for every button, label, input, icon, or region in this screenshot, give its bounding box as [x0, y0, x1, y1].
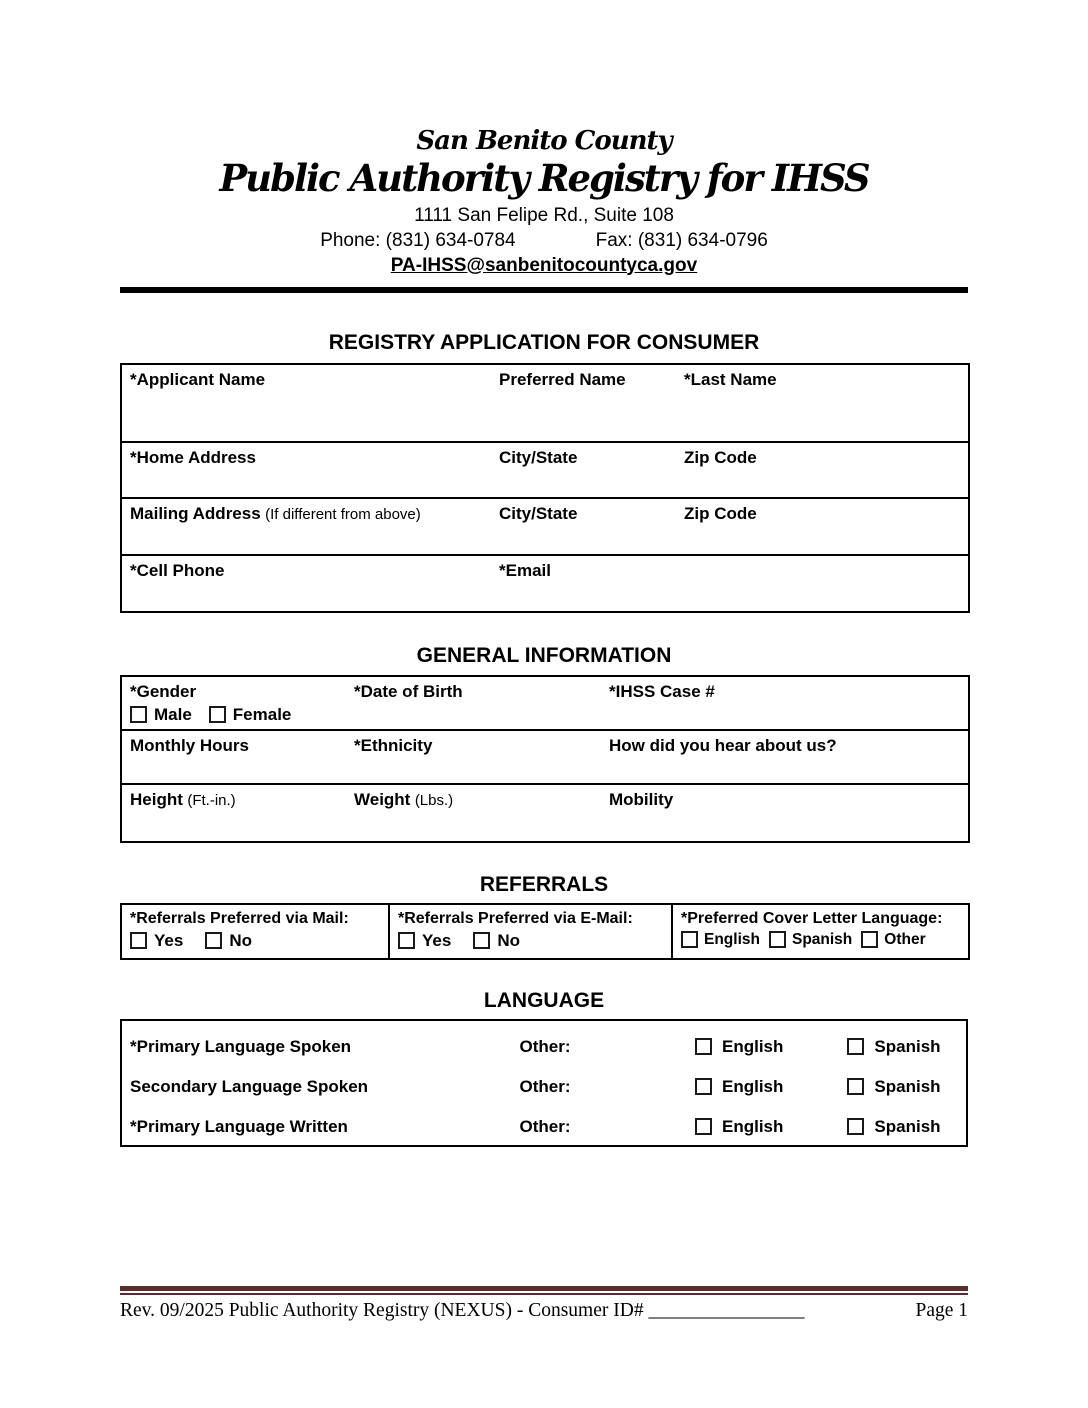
preferred-name-field[interactable] — [491, 364, 676, 442]
home-zip-label: Zip Code — [684, 447, 757, 467]
referrals-mail-options — [130, 931, 380, 951]
primary-written-label: *Primary Language Written — [130, 1116, 348, 1136]
checkbox-email-no[interactable] — [473, 932, 490, 949]
cover-spanish-label: Spanish — [791, 930, 853, 948]
footer-revision-text — [120, 1300, 804, 1322]
cover-letter-language-field[interactable] — [672, 904, 969, 959]
secondary-spoken-row[interactable] — [122, 1067, 966, 1107]
page-number: Page 1 — [915, 1300, 968, 1321]
mailing-zip-label: Zip Code — [684, 503, 757, 523]
cover-letter-option-english — [681, 931, 760, 949]
secondary-spoken-options — [695, 1077, 958, 1097]
mobility-label: Mobility — [609, 789, 674, 809]
email-option-yes — [398, 931, 451, 951]
home-city-state-label: City/State — [499, 447, 578, 467]
registry-table — [120, 363, 970, 613]
height-label: Height — [130, 789, 183, 809]
referrals-email-label: *Referrals Preferred via E-Mail: — [398, 909, 633, 927]
consumer-id-blank[interactable]: ________________ — [648, 1300, 805, 1321]
page-content — [120, 0, 968, 1147]
primary-written-options — [695, 1117, 958, 1137]
referrals-mail-field[interactable] — [121, 904, 389, 959]
email-no-label: No — [497, 930, 520, 950]
cell-phone-label: *Cell Phone — [130, 560, 225, 580]
cover-other-label: Other — [884, 930, 926, 948]
header-rule — [120, 287, 968, 293]
table-row — [121, 442, 969, 498]
gender-option-male — [130, 705, 192, 725]
primary-spoken-row[interactable] — [122, 1027, 966, 1067]
last-name-field[interactable] — [676, 364, 969, 442]
hear-about-label: How did you hear about us? — [609, 735, 837, 755]
hear-about-field[interactable] — [601, 730, 969, 784]
org-title: Public Authority Registry for IHSS — [219, 156, 869, 200]
monthly-hours-label: Monthly Hours — [130, 735, 249, 755]
primary-spoken-options — [695, 1037, 958, 1057]
email-row — [120, 255, 968, 277]
preferred-name-label: Preferred Name — [499, 369, 626, 389]
ethnicity-label: *Ethnicity — [354, 735, 433, 755]
home-address-field[interactable] — [121, 442, 491, 498]
revision-label: Rev. 09/2025 Public Authority Registry (NEXUS) - Consumer ID# — [120, 1300, 644, 1321]
table-row — [121, 364, 969, 442]
table-row — [121, 904, 969, 959]
referrals-email-options — [398, 931, 663, 951]
height-note: (Ft.-in.) — [187, 791, 236, 809]
referrals-section-heading: REFERRALS — [479, 872, 609, 896]
applicant-name-label: *Applicant Name — [130, 369, 266, 389]
primary-spoken-option-english — [695, 1037, 783, 1057]
footer-rule-thin — [120, 1293, 968, 1295]
email-option-no — [473, 931, 520, 951]
checkbox-secondary-spoken-spanish[interactable] — [847, 1078, 864, 1095]
primary-written-row[interactable] — [122, 1107, 966, 1147]
referrals-mail-label: *Referrals Preferred via Mail: — [130, 909, 349, 927]
gender-option-female — [209, 705, 292, 725]
cover-letter-option-spanish — [769, 931, 852, 949]
checkbox-email-yes[interactable] — [398, 932, 415, 949]
cover-letter-language-label: *Preferred Cover Letter Language: — [681, 909, 943, 927]
cover-english-label: English — [704, 930, 760, 948]
checkbox-male[interactable] — [130, 706, 147, 723]
monthly-hours-field[interactable] — [121, 730, 346, 784]
applicant-name-field[interactable] — [121, 364, 491, 442]
checkbox-primary-spoken-english[interactable] — [695, 1038, 712, 1055]
date-of-birth-label: *Date of Birth — [354, 681, 463, 701]
last-name-label: *Last Name — [684, 369, 777, 389]
phone-number: Phone: (831) 634-0784 — [320, 229, 516, 251]
weight-field[interactable] — [346, 784, 601, 842]
secondary-spoken-option-spanish — [847, 1077, 940, 1097]
checkbox-female[interactable] — [209, 706, 226, 723]
secondary-spoken-label: Secondary Language Spoken — [130, 1076, 369, 1096]
email-link[interactable]: PA-IHSS@sanbenitocountyca.gov — [390, 254, 698, 276]
mobility-field[interactable] — [601, 784, 969, 842]
primary-written-option-spanish — [847, 1117, 940, 1137]
fax-number: Fax: (831) 634-0796 — [595, 229, 768, 251]
primary-spoken-english-label: English — [722, 1036, 784, 1056]
checkbox-primary-written-english[interactable] — [695, 1118, 712, 1135]
county-name: San Benito County — [416, 126, 672, 156]
referrals-email-field[interactable] — [389, 904, 672, 959]
height-field[interactable] — [121, 784, 346, 842]
checkbox-cover-english[interactable] — [681, 931, 698, 948]
footer-text-row — [120, 1300, 968, 1322]
secondary-spoken-other-label: Other: — [519, 1076, 571, 1096]
weight-note: (Lbs.) — [414, 791, 454, 809]
secondary-spoken-option-english — [695, 1077, 783, 1097]
gender-label: *Gender — [130, 681, 197, 701]
checkbox-primary-spoken-spanish[interactable] — [847, 1038, 864, 1055]
email-label: *Email — [499, 560, 551, 580]
mailing-address-note: (If different from above) — [265, 505, 421, 523]
language-section-heading: LANGUAGE — [483, 988, 605, 1012]
ethnicity-field[interactable] — [346, 730, 601, 784]
primary-written-other-label: Other: — [519, 1116, 571, 1136]
mailing-address-label: Mailing Address — [130, 503, 261, 523]
checkbox-primary-written-spanish[interactable] — [847, 1118, 864, 1135]
secondary-spoken-spanish-label: Spanish — [874, 1076, 941, 1096]
table-row — [121, 498, 969, 555]
ihss-case-field[interactable] — [601, 676, 969, 730]
primary-spoken-label: *Primary Language Spoken — [130, 1036, 352, 1056]
page-footer — [120, 1286, 968, 1322]
checkbox-cover-other[interactable] — [861, 931, 878, 948]
home-zip-field[interactable] — [676, 442, 969, 498]
mailing-address-field[interactable] — [121, 498, 491, 555]
checkbox-mail-no[interactable] — [205, 932, 222, 949]
table-row — [121, 730, 969, 784]
general-info-table — [120, 675, 970, 843]
primary-spoken-option-spanish — [847, 1037, 940, 1057]
primary-spoken-spanish-label: Spanish — [874, 1036, 941, 1056]
ihss-case-label: *IHSS Case # — [609, 681, 715, 701]
gender-field[interactable] — [121, 676, 346, 730]
mail-option-no — [205, 931, 252, 951]
mailing-city-state-field[interactable] — [491, 498, 676, 555]
general-section-heading: GENERAL INFORMATION — [416, 643, 672, 667]
primary-written-spanish-label: Spanish — [874, 1116, 941, 1136]
language-table — [120, 1019, 968, 1147]
cover-letter-language-options — [681, 931, 960, 949]
date-of-birth-field[interactable] — [346, 676, 601, 730]
mail-option-yes — [130, 931, 183, 951]
mailing-zip-field[interactable] — [676, 498, 969, 555]
mail-yes-label: Yes — [154, 930, 184, 950]
checkbox-secondary-spoken-english[interactable] — [695, 1078, 712, 1095]
primary-spoken-other-label: Other: — [519, 1036, 571, 1056]
checkbox-mail-yes[interactable] — [130, 932, 147, 949]
registry-section-heading: REGISTRY APPLICATION FOR CONSUMER — [328, 330, 760, 354]
table-row — [121, 784, 969, 842]
footer-rule-thick — [120, 1286, 968, 1291]
letterhead — [120, 0, 968, 293]
email-field[interactable] — [491, 555, 969, 612]
home-city-state-field[interactable] — [491, 442, 676, 498]
checkbox-cover-spanish[interactable] — [769, 931, 786, 948]
gender-options — [130, 705, 338, 725]
primary-written-option-english — [695, 1117, 783, 1137]
cover-letter-option-other — [861, 931, 925, 949]
org-address: 1111 San Felipe Rd., Suite 108 — [414, 204, 674, 226]
secondary-spoken-english-label: English — [722, 1076, 784, 1096]
male-label: Male — [154, 704, 192, 724]
mailing-city-state-label: City/State — [499, 503, 578, 523]
home-address-label: *Home Address — [130, 447, 256, 467]
table-row — [121, 555, 969, 612]
email-yes-label: Yes — [422, 930, 452, 950]
cell-phone-field[interactable] — [121, 555, 491, 612]
mail-no-label: No — [229, 930, 252, 950]
female-label: Female — [232, 704, 292, 724]
phone-fax-row — [120, 230, 968, 252]
table-row — [121, 676, 969, 730]
primary-written-english-label: English — [722, 1116, 784, 1136]
referrals-table — [120, 903, 970, 960]
weight-label: Weight — [354, 789, 411, 809]
